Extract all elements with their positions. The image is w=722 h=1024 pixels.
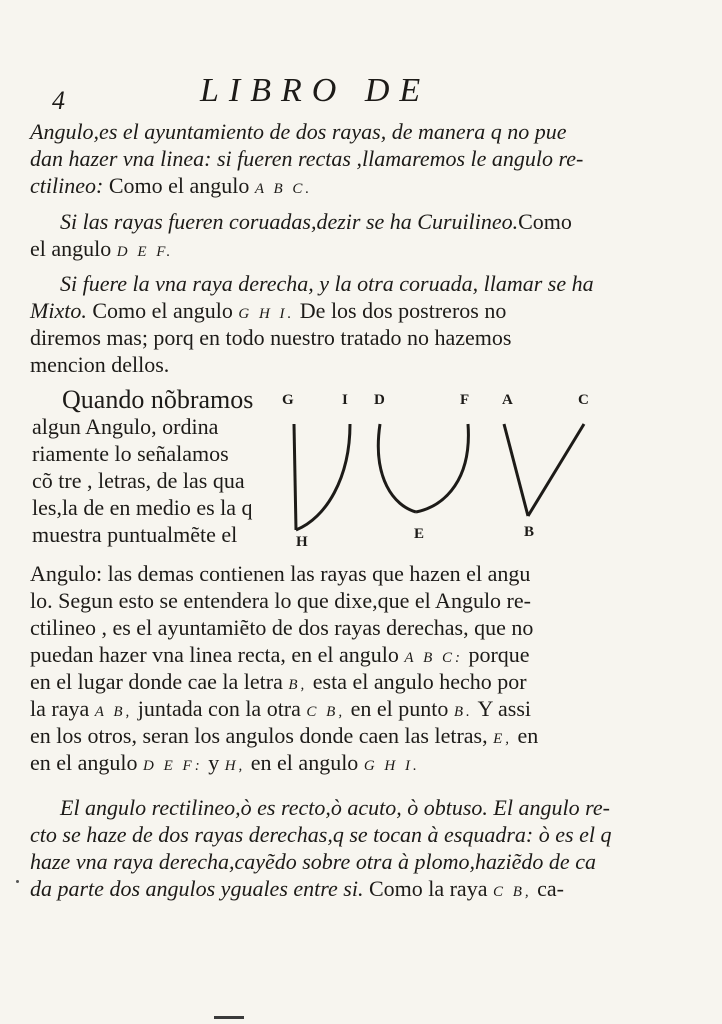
label-h: H bbox=[296, 534, 308, 550]
paragraph-naming-continued bbox=[30, 560, 610, 776]
text-line: el angulo D E F. bbox=[30, 236, 174, 261]
paragraph-rectilinear-types bbox=[30, 794, 610, 902]
angle-ghi-curved-line bbox=[296, 424, 350, 530]
paragraph-naming-left bbox=[32, 386, 272, 548]
label-i: I bbox=[342, 392, 348, 408]
text-line: puedan hazer vna linea recta, en el angulo A B C: porque bbox=[30, 642, 530, 667]
text-line: la raya A B, juntada con la otra C B, en el punto B. Y assi bbox=[30, 696, 532, 721]
text-line: muestra puntualmẽte el bbox=[32, 522, 238, 547]
text-line: da parte dos angulos yguales entre si. Como la raya C B, ca- bbox=[30, 876, 564, 901]
running-head: LIBRO DE bbox=[200, 72, 431, 109]
page-bottom-mark bbox=[214, 1016, 244, 1019]
paragraph-curvilinear bbox=[30, 208, 610, 262]
text-line: haze vna raya derecha,cayẽdo sobre otra à plomo,haziẽdo de ca bbox=[30, 849, 596, 874]
angle-abc-line-ab bbox=[504, 424, 528, 516]
text-line: algun Angulo, ordina bbox=[32, 414, 219, 439]
label-b: B bbox=[524, 524, 535, 540]
text-line: diremos mas; porq en todo nuestro tratado no hazemos bbox=[30, 325, 512, 350]
text-line: en el lugar donde cae la letra B, esta el angulo hecho por bbox=[30, 669, 527, 694]
page-number: 4 bbox=[52, 86, 65, 115]
text-line: mencion dellos. bbox=[30, 352, 170, 377]
text-line: cõ tre , letras, de las qua bbox=[32, 468, 245, 493]
text-line: Si fuere la vna raya derecha, y la otra coruada, llamar se ha bbox=[60, 271, 594, 296]
angle-def-right-curve bbox=[416, 424, 468, 512]
angles-figure bbox=[276, 388, 606, 558]
text-line: ctilineo: Como el angulo A B C. bbox=[30, 173, 313, 198]
text-line: Angulo: las demas contienen las rayas que hazen el angu bbox=[30, 561, 531, 586]
text-line: dan hazer vna linea: si fueren rectas ,llamaremos le angulo re- bbox=[30, 146, 584, 171]
text-line: en los otros, seran los angulos donde caen las letras, E, en bbox=[30, 723, 539, 748]
angle-abc-line-cb bbox=[528, 424, 584, 516]
paragraph-definition bbox=[30, 118, 610, 199]
text-line: Mixto. Como el angulo G H I. De los dos postreros no bbox=[30, 298, 507, 323]
angle-def-left-curve bbox=[378, 424, 416, 512]
text-line: Quando nõbramos bbox=[62, 385, 254, 414]
angle-ghi-straight-line bbox=[294, 424, 296, 530]
text-line: riamente lo señalamos bbox=[32, 441, 229, 466]
text-line: lo. Segun esto se entendera lo que dixe,que el Angulo re- bbox=[30, 588, 531, 613]
angles-diagram bbox=[276, 388, 606, 558]
label-e: E bbox=[414, 526, 425, 542]
text-line: Angulo,es el ayuntamiento de dos rayas, de manera q no pue bbox=[30, 119, 567, 144]
text-line: les,la de en medio es la q bbox=[32, 495, 253, 520]
label-g: G bbox=[282, 392, 294, 408]
text-line: Si las rayas fueren coruadas,dezir se ha Curuilineo.Como bbox=[60, 209, 572, 234]
text-line: ctilineo , es el ayuntamiẽto de dos rayas derechas, que no bbox=[30, 615, 534, 640]
text-line: en el angulo D E F: y H, en el angulo G H I. bbox=[30, 750, 420, 775]
label-d: D bbox=[374, 392, 385, 408]
margin-mark bbox=[16, 880, 19, 883]
label-c: C bbox=[578, 392, 589, 408]
label-a: A bbox=[502, 392, 513, 408]
label-f: F bbox=[460, 392, 470, 408]
paragraph-mixed bbox=[30, 270, 610, 378]
text-line: El angulo rectilineo,ò es recto,ò acuto, ò obtuso. El angulo re- bbox=[60, 795, 610, 820]
text-line: cto se haze de dos rayas derechas,q se tocan à esquadra: ò es el q bbox=[30, 822, 612, 847]
